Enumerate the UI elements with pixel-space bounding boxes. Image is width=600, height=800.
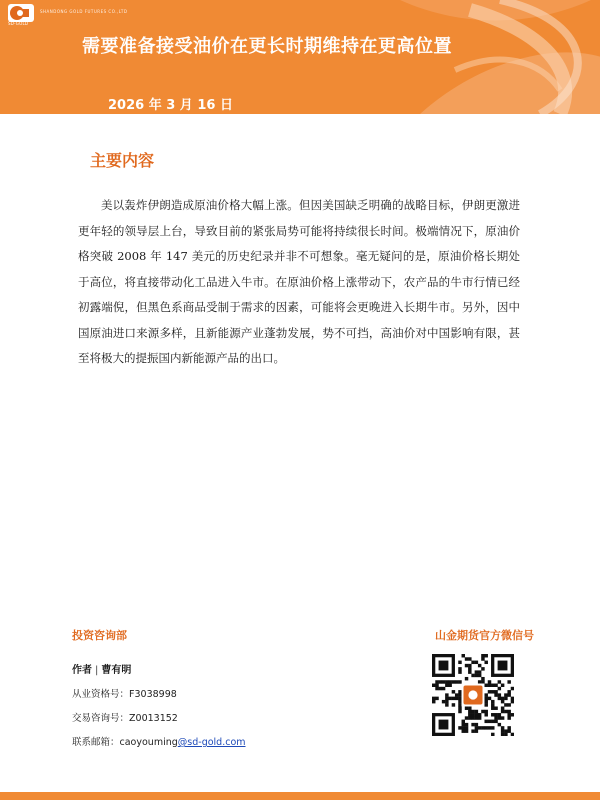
department-label: 投资咨询部 — [72, 629, 127, 642]
section-title: 主要内容 — [90, 151, 155, 170]
wechat-qr-code-icon — [432, 654, 514, 736]
logo-text: SD-GOLD — [8, 21, 29, 26]
consult-value: Z0013152 — [129, 713, 178, 724]
wechat-label: 山金期货官方微信号 — [435, 629, 534, 642]
author-line — [72, 661, 131, 676]
email-label: 联系邮箱： — [72, 737, 120, 748]
bottom-bar — [0, 792, 600, 800]
author-separator: | — [95, 665, 99, 676]
report-title: 需要准备接受油价在更长时期维持在更高位置 — [82, 36, 452, 57]
author-name: 曹有明 — [101, 665, 132, 676]
email-domain-link[interactable]: @sd-gold.com — [177, 737, 246, 748]
qualification-value: F3038998 — [129, 689, 177, 700]
consult-label: 交易咨询号： — [72, 713, 130, 724]
report-date: 2026 年 3 月 16 日 — [108, 98, 233, 113]
qualification-label: 从业资格号： — [72, 689, 130, 700]
header-banner — [0, 0, 600, 114]
consult-line — [72, 710, 178, 724]
company-logo-icon — [8, 4, 34, 22]
author-label: 作者 — [72, 665, 92, 676]
main-paragraph: 美以轰炸伊朗造成原油价格大幅上涨。但因美国缺乏明确的战略目标，伊朗更激进更年轻的领导层上台，导致目前的紧张局势可能将持续很长时间。极端情况下，原油价格突破 2008 年 147 美元的历史纪录并非不可想象。毫无疑问的是，原油价格长期处于高位，将直接带动化工品进入牛市。在原油价格上涨带动下，农产品的牛市行情已经初露端倪，但黑色系商品受制于需求的因素，可能将会更晚进入长期牛市。另外，因中国原油进口来源多样，且新能源产业蓬勃发展，势不可挡，高油价对中国影响有限，甚至将极大的提振国内新能源产品的出口。 — [78, 198, 520, 365]
email-user[interactable]: caoyouming — [119, 737, 178, 748]
company-name-line: SHANDONG GOLD FUTURES CO.,LTD — [40, 9, 128, 14]
email-line — [72, 734, 246, 748]
qualification-line — [72, 686, 177, 700]
